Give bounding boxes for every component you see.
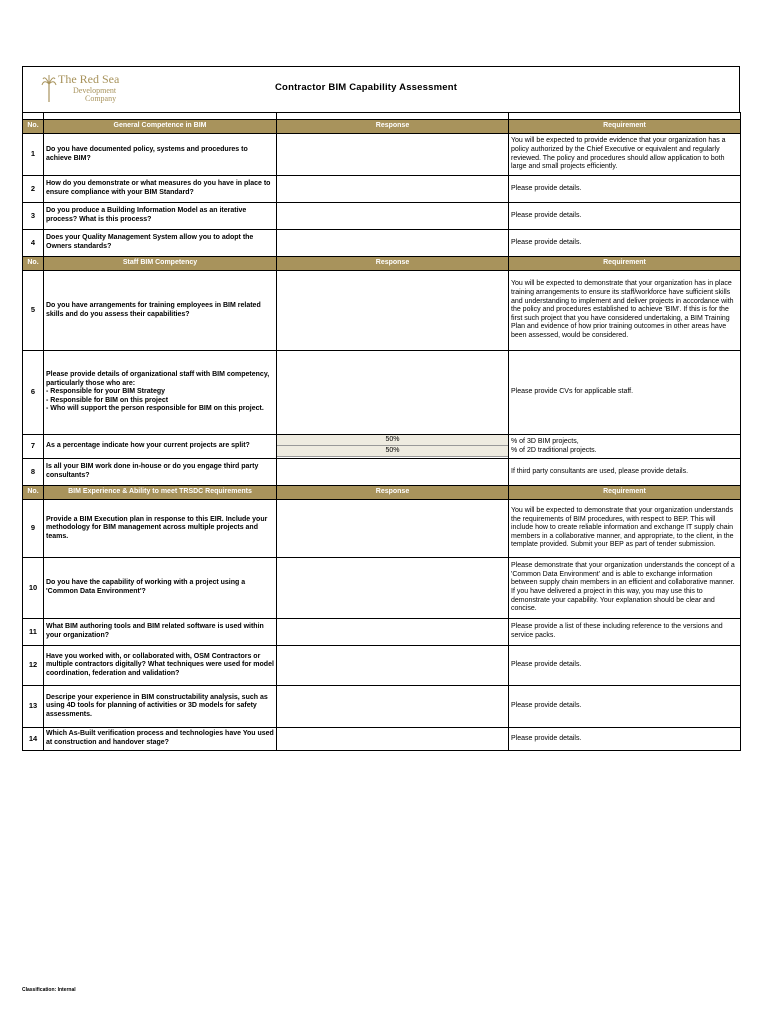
question-cell: How do you demonstrate or what measures do you have in place to ensure compliance with your BIM Standard? <box>44 176 277 203</box>
table-row <box>23 230 741 257</box>
logo-subtext: Company <box>85 94 117 103</box>
col-header-requirement: Requirement <box>509 486 741 500</box>
requirement-cell: You will be expected to demonstrate that your organization understands the requirements of BIM procedures, with respect to BEP. This will include how to create reliable information and exchange IT supply chain members in a collaborative manner, and appropriate, to the client, in the template provided. Submit your BEP as part of tender submission. <box>509 500 741 558</box>
assessment-table <box>22 112 741 751</box>
question-cell: Do you produce a Building Information Model as an iterative process? What is this process? <box>44 203 277 230</box>
row-number: 7 <box>23 435 44 459</box>
row-number: 8 <box>23 459 44 486</box>
response-cell[interactable] <box>277 176 509 203</box>
table-row <box>23 500 741 558</box>
requirement-cell: Please provide details. <box>509 176 741 203</box>
question-line: - Responsible for your BIM Strategy <box>46 388 166 396</box>
question-cell: What BIM authoring tools and BIM related software is used within your organization? <box>44 619 277 646</box>
table-row <box>23 558 741 619</box>
percent-3d-input[interactable]: 50% <box>277 435 508 446</box>
section-header <box>23 486 741 500</box>
company-logo <box>41 72 131 106</box>
table-row <box>23 619 741 646</box>
response-cell[interactable] <box>277 500 509 558</box>
question-cell: Provide a BIM Execution plan in response to this EIR. Include your methodology for BIM management across multiple projects and teams. <box>44 500 277 558</box>
question-line: - Responsible for BIM on this project <box>46 396 169 404</box>
response-cell[interactable] <box>277 646 509 686</box>
section-header <box>23 257 741 271</box>
response-cell[interactable] <box>277 459 509 486</box>
table-row <box>23 646 741 686</box>
requirement-cell: Please demonstrate that your organization understands the concept of a 'Common Data Environment' and is able to exchange information between supply chain members in an efficient and collaborative manner. If you have delivered a project in this way, you may use this to demonstrate your capability. Your explanation should be clear and concise. <box>509 558 741 619</box>
col-header-question: BIM Experience & Ability to meet TRSDC Requirements <box>44 486 277 500</box>
requirement-cell <box>509 435 741 459</box>
question-line: - Who will support the person responsible for BIM on this project. <box>46 405 264 413</box>
response-cell[interactable] <box>277 558 509 619</box>
requirement-cell: Please provide details. <box>509 646 741 686</box>
percent-2d-input[interactable]: 50% <box>277 446 508 457</box>
requirement-cell: Please provide details. <box>509 728 741 751</box>
row-number: 12 <box>23 646 44 686</box>
row-number: 2 <box>23 176 44 203</box>
question-cell: As a percentage indicate how your current projects are split? <box>44 435 277 459</box>
col-header-response: Response <box>277 486 509 500</box>
row-number: 6 <box>23 351 44 435</box>
question-cell: Does your Quality Management System allow you to adopt the Owners standards? <box>44 230 277 257</box>
col-header-question: Staff BIM Competency <box>44 257 277 271</box>
requirement-cell: If third party consultants are used, please provide details. <box>509 459 741 486</box>
question-cell: Do you have arrangements for training employees in BIM related skills and do you assess their capabilities? <box>44 271 277 351</box>
requirement-line: % of 2D traditional projects. <box>511 446 597 454</box>
row-number: 3 <box>23 203 44 230</box>
logo-text: The Red Sea <box>58 72 120 86</box>
response-cell[interactable] <box>277 134 509 176</box>
question-cell: Have you worked with, or collaborated with, OSM Contractors or multiple contractors digitally? What techniques were used for model coordination, federation and validation? <box>44 646 277 686</box>
assessment-sheet <box>22 66 740 751</box>
response-cell[interactable] <box>277 271 509 351</box>
requirement-cell: You will be expected to provide evidence that your organization has a policy authorized by the Chief Executive or equivalent and regularly reviewed. The policy and procedures should allow application to both large and small projects efficiently. <box>509 134 741 176</box>
table-row <box>23 134 741 176</box>
row-number: 1 <box>23 134 44 176</box>
question-cell: Which As-Built verification process and technologies have You used at construction and handover stage? <box>44 728 277 751</box>
spacer-row <box>23 113 741 120</box>
table-row <box>23 686 741 728</box>
table-row <box>23 176 741 203</box>
col-header-no: No. <box>23 486 44 500</box>
col-header-response: Response <box>277 120 509 134</box>
question-cell: Do you have the capability of working with a project using a 'Common Data Environment'? <box>44 558 277 619</box>
table-row <box>23 271 741 351</box>
question-line: Please provide details of organizational staff with BIM competency, particularly those who are: <box>46 371 270 387</box>
table-row <box>23 459 741 486</box>
logo-subtext: Development <box>73 86 117 95</box>
question-cell: Descripe your experience in BIM constructability analysis, such as using 4D tools for planning of activities or 3D models for safety assessments. <box>44 686 277 728</box>
requirement-cell: Please provide details. <box>509 686 741 728</box>
row-number: 9 <box>23 500 44 558</box>
response-cell[interactable] <box>277 728 509 751</box>
table-row <box>23 435 741 459</box>
row-number: 5 <box>23 271 44 351</box>
response-cell[interactable] <box>277 619 509 646</box>
row-number: 11 <box>23 619 44 646</box>
row-number: 14 <box>23 728 44 751</box>
question-cell <box>44 351 277 435</box>
response-cell <box>277 435 509 459</box>
palm-icon <box>41 74 57 102</box>
requirement-cell: Please provide details. <box>509 203 741 230</box>
response-cell[interactable] <box>277 686 509 728</box>
classification-label: Classification: Internal <box>22 987 76 993</box>
requirement-cell: You will be expected to demonstrate that your organization has in place training arrangements to ensure its staff/workforce have sufficient skills and understanding to implement and deliver projects in accordance with the policy and procedures established to achieve 'BIM'. If this is for the first such project that you have considered undertaking, a BIM Training Plan and evidence of how prior training outcomes in other areas have been assessed, would be considered. <box>509 271 741 351</box>
response-cell[interactable] <box>277 351 509 435</box>
row-number: 13 <box>23 686 44 728</box>
response-cell[interactable] <box>277 230 509 257</box>
table-row <box>23 728 741 751</box>
col-header-requirement: Requirement <box>509 120 741 134</box>
table-row <box>23 203 741 230</box>
title-block <box>22 66 740 112</box>
question-cell: Is all your BIM work done in-house or do you engage third party consultants? <box>44 459 277 486</box>
row-number: 4 <box>23 230 44 257</box>
col-header-question: General Competence in BIM <box>44 120 277 134</box>
response-cell[interactable] <box>277 203 509 230</box>
section-header <box>23 120 741 134</box>
document-title: Contractor BIM Capability Assessment <box>275 82 458 93</box>
requirement-cell: Please provide CVs for applicable staff. <box>509 351 741 435</box>
requirement-line: % of 3D BIM projects, <box>511 437 579 445</box>
table-row <box>23 351 741 435</box>
col-header-requirement: Requirement <box>509 257 741 271</box>
question-cell: Do you have documented policy, systems and procedures to achieve BIM? <box>44 134 277 176</box>
col-header-response: Response <box>277 257 509 271</box>
col-header-no: No. <box>23 120 44 134</box>
requirement-cell: Please provide a list of these including reference to the versions and service packs. <box>509 619 741 646</box>
row-number: 10 <box>23 558 44 619</box>
col-header-no: No. <box>23 257 44 271</box>
requirement-cell: Please provide details. <box>509 230 741 257</box>
